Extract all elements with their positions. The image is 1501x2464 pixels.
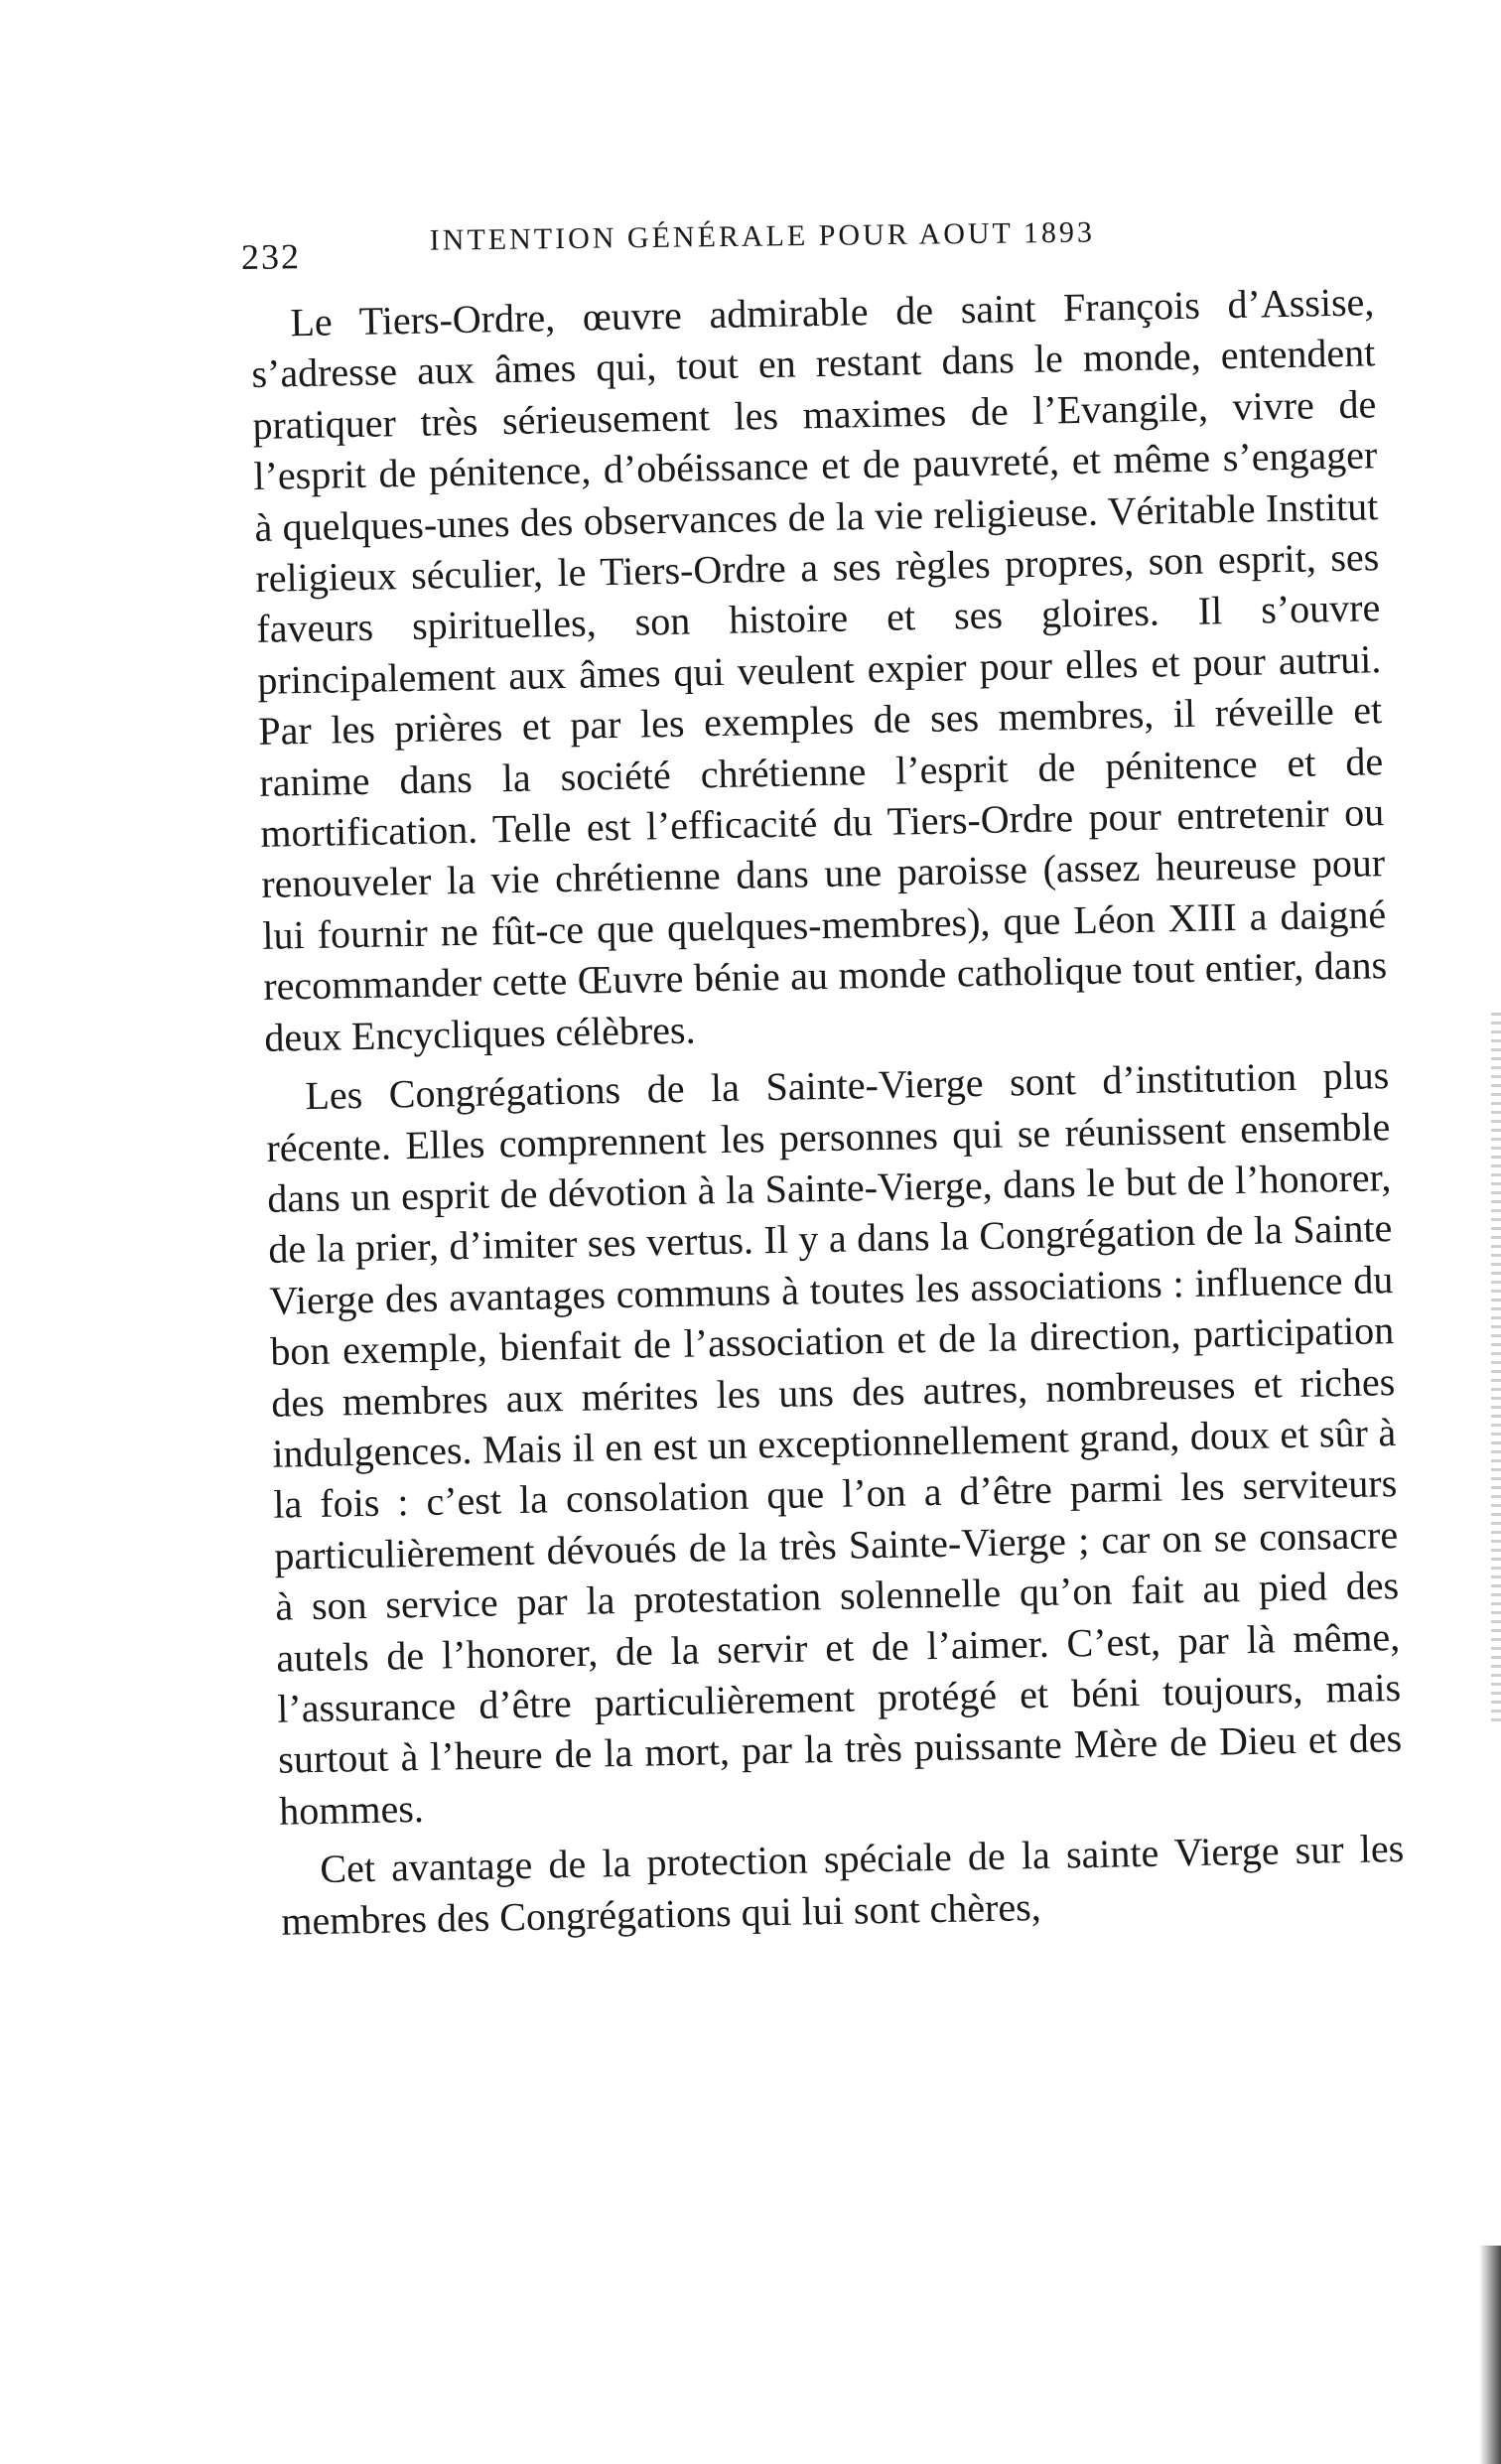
page-corner-shadow: [1479, 2246, 1501, 2464]
paragraph-protection: Cet avantage de la protection spéciale de la sainte Vierge sur les membres des Congrégations qui lui sont chères,: [280, 1826, 1405, 1944]
page-header: [241, 214, 1235, 286]
page-number: 232: [240, 236, 302, 277]
page-edge-shadow: [1491, 1013, 1501, 1727]
running-title: INTENTION GÉNÉRALE POUR AOUT 1893: [429, 215, 1096, 257]
paragraph-tiers-ordre: Le Tiers-Ordre, œuvre admirable de saint François d’Assise, s’adresse aux âmes qui, tout en restant dans le monde, entendent pratiquer très sérieusement les maximes de l’Evangile, vivre de l’esprit de pénitence, d’obéissance et de pauvreté, et même s’engager à quelques-unes des observances de la vie religieuse. Véritable Institut religieux séculier, le Tiers-Ordre a ses règles propres, son esprit, ses faveurs spirituelles, son histoire et ses gloires. Il s’ouvre principalement aux âmes qui veulent expier pour elles et pour autrui. Par les prières et par les exemples de ses membres, il réveille et ranime dans la société chrétienne l’esprit de pénitence et de mortification. Telle est l’efficacité du Tiers-Ordre pour entretenir ou renouveler la vie chrétienne dans une paroisse (assez heureuse pour lui fournir ne fût-ce que quelques-membres), que Léon XIII a daigné recommander cette Œuvre bénie au monde catholique tout entier, dans deux Encycliques célèbres.: [251, 279, 1388, 1060]
text-body: [250, 276, 1406, 1946]
paragraph-congregations: Les Congrégations de la Sainte-Vierge sont d’institution plus récente. Elles comprennent les personnes qui se réunissent ensemble dans un esprit de dévotion à la Sainte-Vierge, dans le but de l’honorer, de la prier, d’imiter ses vertus. Il y a dans la Congrégation de la Sainte Vierge des avantages communs à toutes les associations : influence du bon exemple, bienfait de l’association et de la direction, participation des membres aux mérites les uns des autres, nombreuses et riches indulgences. Mais il en est un exceptionnellement grand, doux et sûr à la fois : c’est la consolation que l’on a d’être parmi les serviteurs particulièrement dévoués de la très Sainte-Vierge ; car on se consacre à son service par la protestation solennelle qu’on fait au pied des autels de l’honorer, de la servir et de l’aimer. C’est, par là même, l’assurance d’être particulièrement protégé et béni toujours, mais surtout à l’heure de la mort, par la très puissante Mère de Dieu et des hommes.: [266, 1052, 1403, 1834]
